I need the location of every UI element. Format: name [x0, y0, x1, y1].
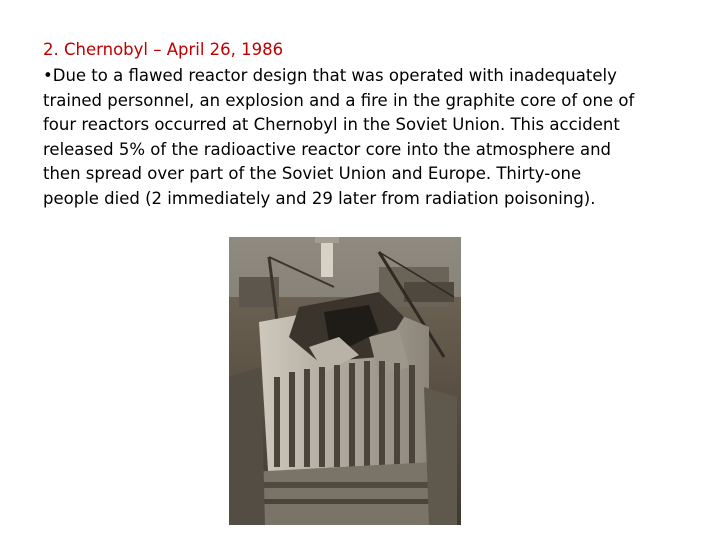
slide-body-text: [43, 64, 693, 212]
reactor-photo-illustration: [229, 237, 461, 525]
body-line: four reactors occurred at Chernobyl in the Soviet Union. This accident: [43, 115, 620, 135]
body-line: then spread over part of the Soviet Union and Europe. Thirty-one: [43, 164, 582, 184]
body-line: •Due to a flawed reactor design that was operated with inadequately: [43, 66, 617, 85]
slide-title: 2. Chernobyl – April 26, 1986: [43, 40, 284, 59]
body-line: released 5% of the radioactive reactor core into the atmosphere and: [43, 139, 612, 159]
body-line: people died (2 immediately and 29 later from radiation poisoning).: [43, 188, 596, 208]
reactor-photo: [229, 237, 461, 525]
body-line: trained personnel, an explosion and a fire in the graphite core of one of: [43, 90, 635, 110]
